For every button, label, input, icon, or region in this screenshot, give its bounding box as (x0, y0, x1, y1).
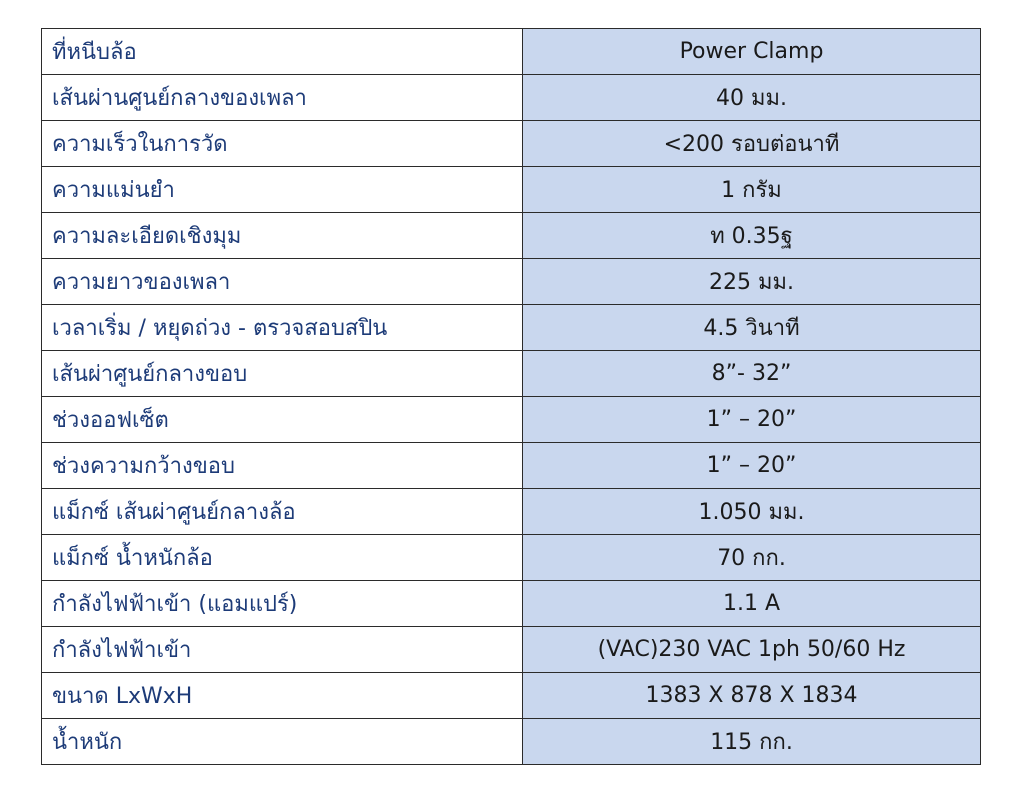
table-row (42, 167, 981, 213)
row-value: (VAC)230 VAC 1ph 50/60 Hz (523, 627, 981, 673)
table-row (42, 673, 981, 719)
row-label: เส้นผ่านศูนย์กลางของเพลา (42, 75, 523, 121)
table-row (42, 213, 981, 259)
row-value: 1.050 มม. (523, 489, 981, 535)
table-row (42, 397, 981, 443)
row-label: ความละเอียดเชิงมุม (42, 213, 523, 259)
row-value: 1.1 A (523, 581, 981, 627)
row-value: 1383 X 878 X 1834 (523, 673, 981, 719)
row-label: กำลังไฟฟ้าเข้า (42, 627, 523, 673)
table-row (42, 121, 981, 167)
row-label: ความยาวของเพลา (42, 259, 523, 305)
spec-table (41, 28, 981, 765)
row-value: 70 กก. (523, 535, 981, 581)
row-value: Power Clamp (523, 29, 981, 75)
row-value: 1 กรัม (523, 167, 981, 213)
table-row (42, 581, 981, 627)
row-value: ท 0.35ฐ (523, 213, 981, 259)
row-value: 1” – 20” (523, 443, 981, 489)
row-label: ช่วงความกว้างขอบ (42, 443, 523, 489)
row-value: 40 มม. (523, 75, 981, 121)
row-label: แม็กซ์ น้ำหนักล้อ (42, 535, 523, 581)
row-label: ความแม่นยำ (42, 167, 523, 213)
table-row (42, 259, 981, 305)
table-row (42, 75, 981, 121)
row-label: ความเร็วในการวัด (42, 121, 523, 167)
table-row (42, 719, 981, 765)
row-value: 225 มม. (523, 259, 981, 305)
table-row (42, 627, 981, 673)
row-label: เวลาเริ่ม / หยุดถ่วง - ตรวจสอบสปิน (42, 305, 523, 351)
row-value: 4.5 วินาที (523, 305, 981, 351)
row-value: 115 กก. (523, 719, 981, 765)
row-label: น้ำหนัก (42, 719, 523, 765)
row-label: เส้นผ่าศูนย์กลางขอบ (42, 351, 523, 397)
table-row (42, 351, 981, 397)
row-label: แม็กซ์ เส้นผ่าศูนย์กลางล้อ (42, 489, 523, 535)
row-label: ขนาด LxWxH (42, 673, 523, 719)
table-row (42, 489, 981, 535)
row-label: ที่หนีบล้อ (42, 29, 523, 75)
row-value: <200 รอบต่อนาที (523, 121, 981, 167)
spec-table-body (42, 29, 981, 765)
table-row (42, 443, 981, 489)
row-value: 8”- 32” (523, 351, 981, 397)
row-label: กำลังไฟฟ้าเข้า (แอมแปร์) (42, 581, 523, 627)
row-label: ช่วงออฟเซ็ต (42, 397, 523, 443)
row-value: 1” – 20” (523, 397, 981, 443)
table-row (42, 305, 981, 351)
table-row (42, 29, 981, 75)
table-row (42, 535, 981, 581)
